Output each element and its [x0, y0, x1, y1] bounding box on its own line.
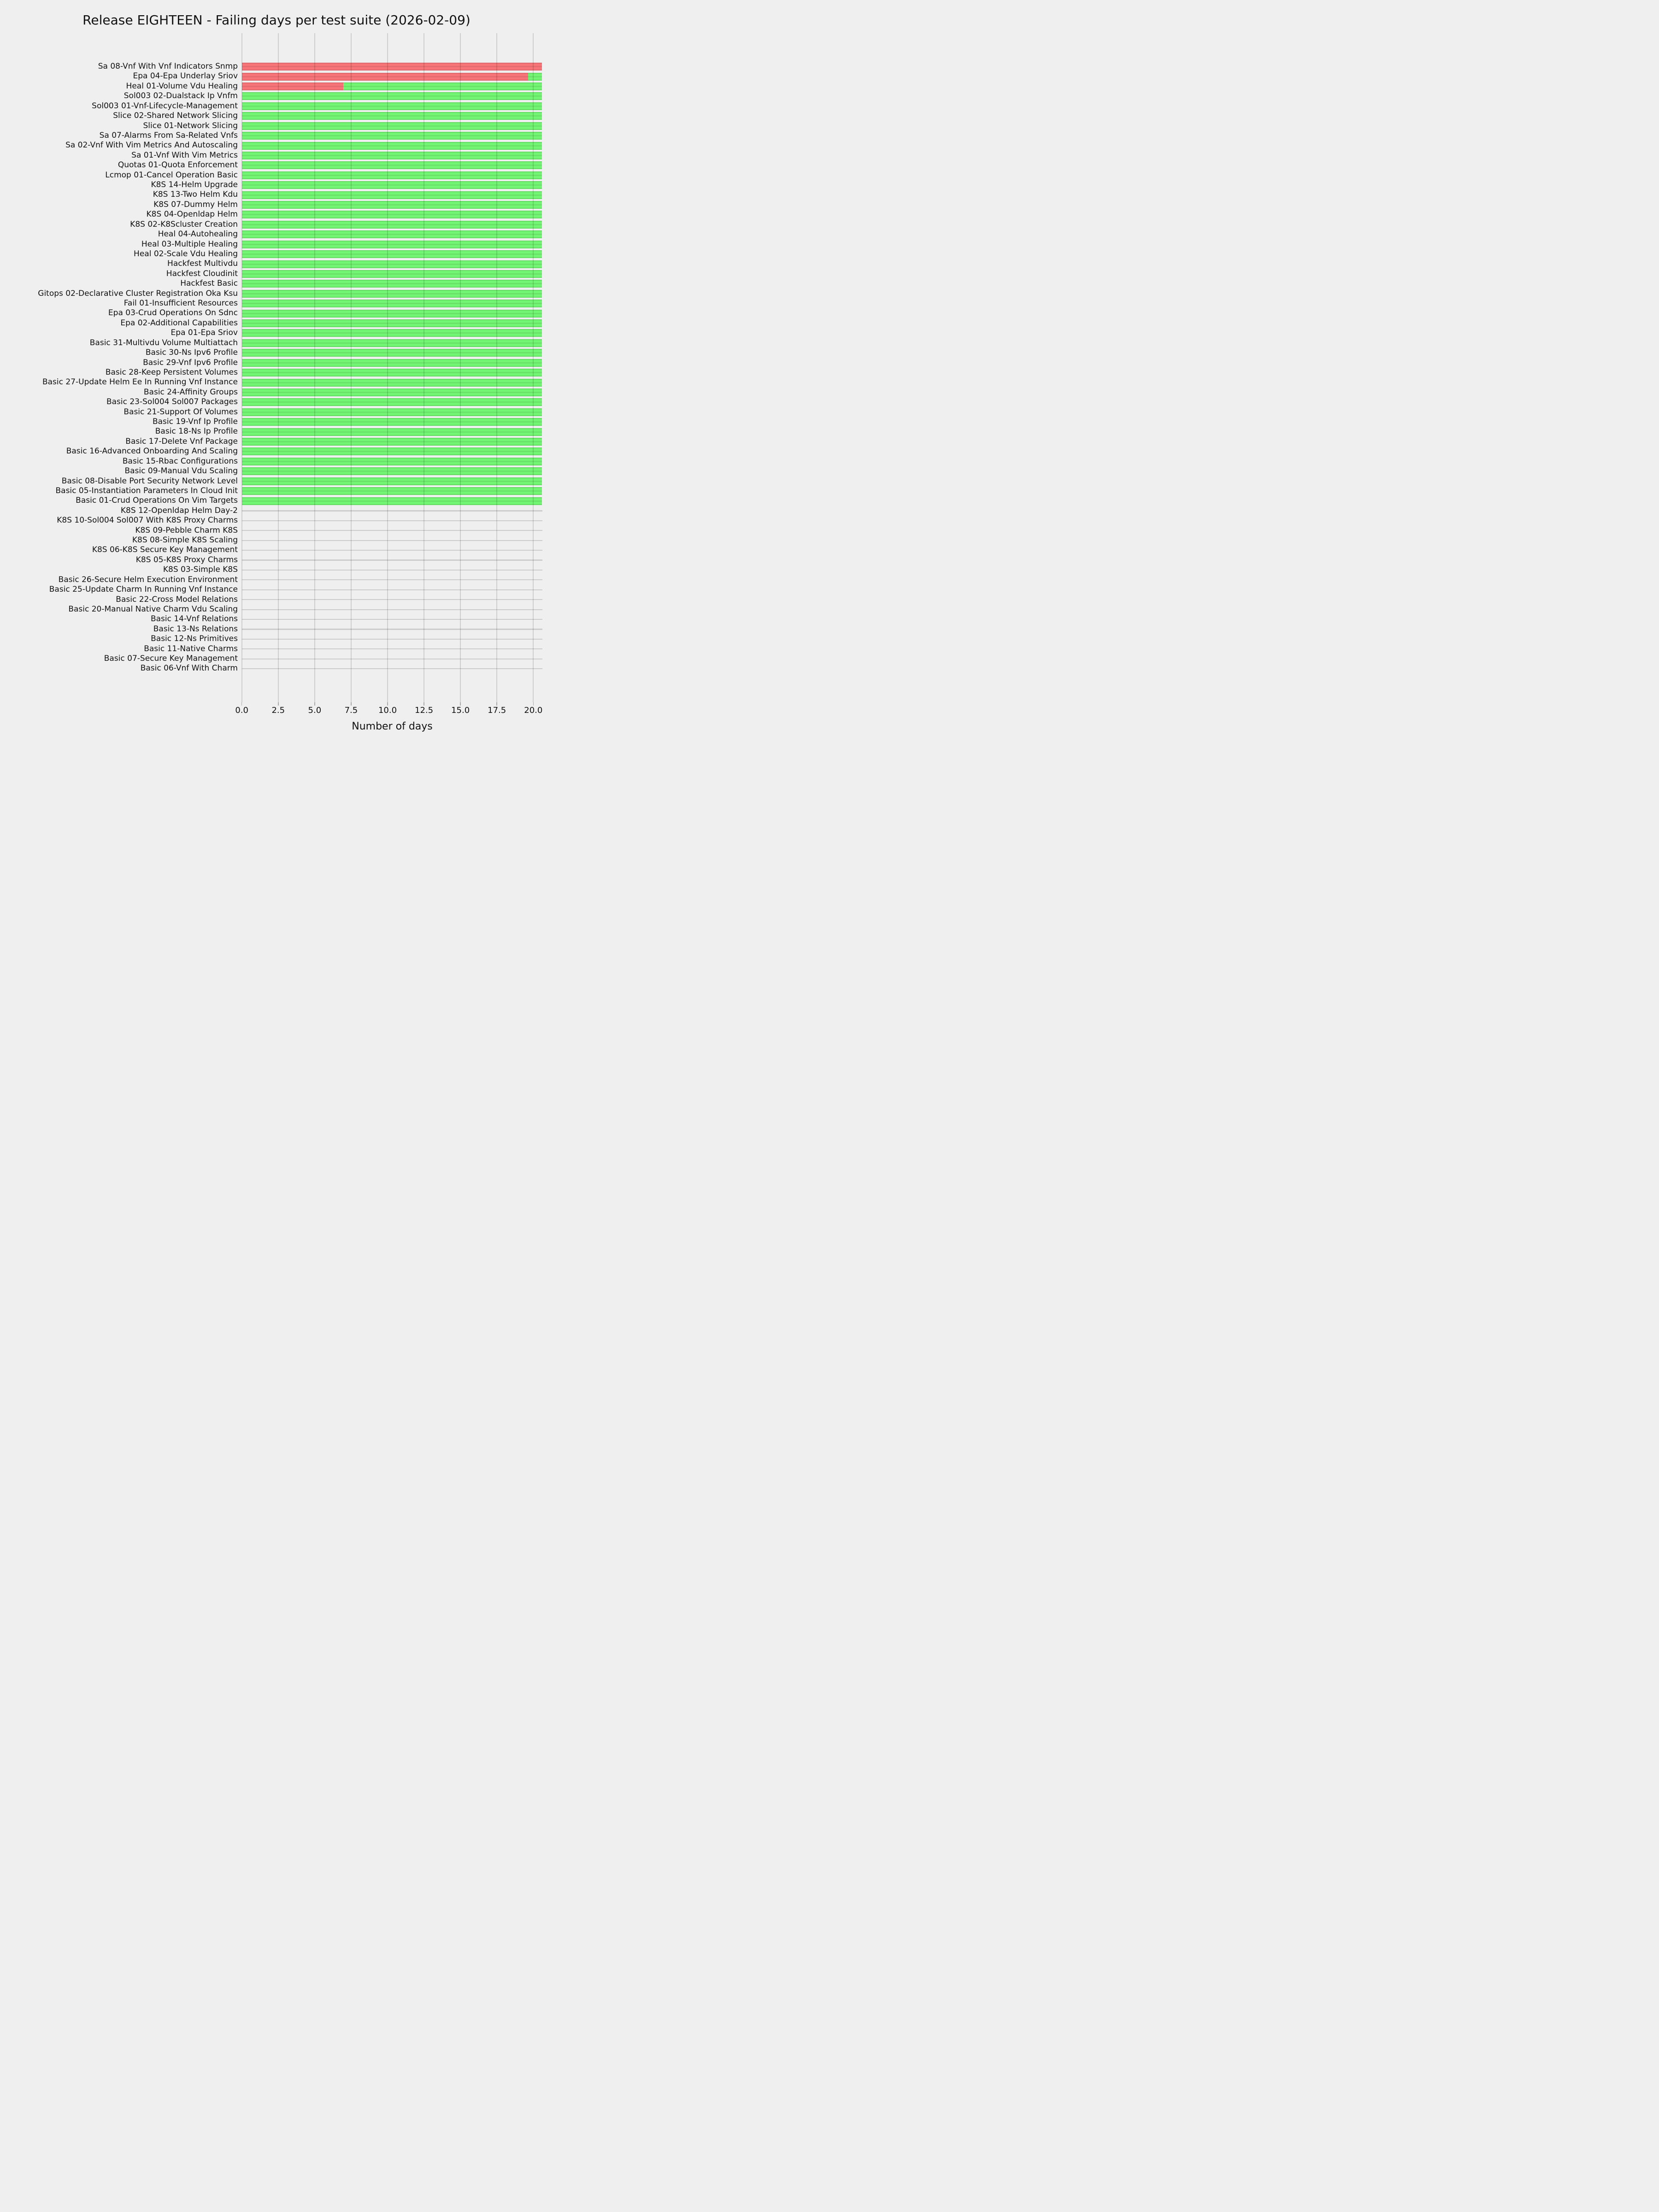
y-axis-category-label: Epa 01-Epa Sriov: [171, 328, 238, 338]
x-gridline: [241, 33, 242, 702]
y-axis-category-label: Epa 04-Epa Underlay Sriov: [133, 71, 238, 81]
y-axis-category-label: Lcmop 01-Cancel Operation Basic: [105, 170, 238, 180]
x-tick-label: 2.5: [271, 706, 285, 715]
y-axis-category-label: Basic 06-Vnf With Charm: [140, 664, 238, 673]
y-axis-category-label: Basic 01-Crud Operations On Vim Targets: [76, 496, 238, 506]
zero-value-track-line: [242, 540, 543, 541]
zero-value-track-line: [242, 550, 543, 551]
chart-title: Release EIGHTEEN - Failing days per test suite (2026-02-09): [82, 12, 471, 28]
y-axis-category-label: Sa 02-Vnf With Vim Metrics And Autoscaling: [65, 141, 238, 150]
y-axis-category-label: Basic 30-Ns Ipv6 Profile: [145, 348, 238, 358]
y-axis-category-label: Epa 02-Additional Capabilities: [120, 318, 238, 328]
x-tick-label: 0.0: [235, 706, 248, 715]
bar-segment-failing: [242, 82, 343, 90]
x-tick-label: 17.5: [488, 706, 506, 715]
y-axis-category-label: K8S 04-Openldap Helm: [146, 210, 238, 219]
y-axis-category-label: Basic 05-Instantiation Parameters In Cloud Init: [55, 486, 238, 495]
x-tick-label: 10.0: [378, 706, 397, 715]
y-axis-category-label: Sa 01-Vnf With Vim Metrics: [131, 150, 238, 160]
y-axis-category-label: Heal 02-Scale Vdu Healing: [134, 249, 238, 259]
zero-value-track-line: [242, 609, 543, 610]
y-axis-category-label: Basic 27-Update Helm Ee In Running Vnf Instance: [42, 377, 238, 387]
zero-value-track-line: [242, 648, 543, 649]
y-axis-category-label: Quotas 01-Quota Enforcement: [118, 160, 238, 170]
y-axis-category-label: Basic 18-Ns Ip Profile: [155, 427, 238, 436]
y-axis-category-label: K8S 08-Simple K8S Scaling: [132, 535, 238, 545]
zero-value-track-line: [242, 639, 543, 640]
x-tick-label: 7.5: [344, 706, 358, 715]
bar-segment-passing: [528, 73, 542, 81]
y-axis-category-label: Basic 14-Vnf Relations: [150, 614, 238, 624]
y-axis-category-label: Basic 09-Manual Vdu Scaling: [124, 466, 238, 476]
x-axis-title: Number of days: [352, 721, 433, 732]
y-axis-category-label: Basic 25-Update Charm In Running Vnf Instance: [49, 585, 238, 594]
y-axis-category-label: K8S 03-Simple K8S: [163, 565, 238, 575]
x-tick-label: 5.0: [308, 706, 322, 715]
y-axis-category-label: Fail 01-Insufficient Resources: [124, 299, 238, 308]
y-axis-category-label: K8S 10-Sol004 Sol007 With K8S Proxy Charms: [57, 516, 238, 525]
zero-value-track-line: [242, 619, 543, 620]
zero-value-track-line: [242, 570, 543, 571]
y-axis-category-label: Basic 08-Disable Port Security Network Level: [61, 476, 238, 486]
y-axis-category-label: Heal 03-Multiple Healing: [141, 239, 238, 249]
y-axis-category-label: Basic 31-Multivdu Volume Multiattach: [89, 338, 238, 347]
y-axis-category-label: K8S 07-Dummy Helm: [153, 200, 238, 209]
y-axis-category-label: Basic 20-Manual Native Charm Vdu Scaling: [68, 604, 238, 614]
y-axis-category-label: Basic 11-Native Charms: [144, 644, 238, 653]
x-gridline: [351, 33, 352, 702]
x-gridline: [278, 33, 279, 702]
y-axis-category-label: Heal 01-Volume Vdu Healing: [126, 81, 238, 91]
y-axis-category-label: K8S 02-K8Scluster Creation: [130, 219, 238, 229]
bar-segment-failing: [242, 73, 529, 81]
y-axis-category-label: Sa 08-Vnf With Vnf Indicators Snmp: [98, 62, 238, 71]
x-tick-label: 20.0: [524, 706, 543, 715]
y-axis-category-label: K8S 13-Two Helm Kdu: [153, 190, 238, 200]
x-gridline: [533, 33, 534, 702]
bar-chart-figure: [0, 0, 553, 737]
x-tick-label: 15.0: [451, 706, 470, 715]
zero-value-track-line: [242, 668, 543, 669]
zero-value-track-line: [242, 559, 543, 560]
y-axis-category-label: Basic 07-Secure Key Management: [104, 654, 238, 664]
y-axis-category-label: Gitops 02-Declarative Cluster Registration Oka Ksu: [38, 288, 238, 298]
y-axis-category-label: K8S 06-K8S Secure Key Management: [92, 545, 238, 555]
y-axis-category-label: Basic 22-Cross Model Relations: [116, 594, 238, 604]
y-axis-category-label: Basic 21-Support Of Volumes: [124, 407, 238, 417]
bar-segment-passing: [343, 82, 542, 90]
y-axis-category-label: Hackfest Basic: [180, 279, 238, 288]
y-axis-category-label: Slice 01-Network Slicing: [143, 121, 238, 130]
zero-value-track-line: [242, 599, 543, 600]
y-axis-category-label: Basic 28-Keep Persistent Volumes: [105, 367, 238, 377]
y-axis-category-label: Hackfest Cloudinit: [166, 269, 238, 278]
y-axis-category-label: Basic 24-Affinity Groups: [143, 387, 238, 397]
y-axis-category-label: Basic 16-Advanced Onboarding And Scaling: [66, 447, 238, 456]
y-axis-category-label: Epa 03-Crud Operations On Sdnc: [108, 308, 238, 318]
y-axis-category-label: Hackfest Multivdu: [167, 259, 238, 269]
x-gridline: [314, 33, 315, 702]
y-axis-category-label: Basic 23-Sol004 Sol007 Packages: [106, 397, 238, 407]
y-axis-category-label: Sol003 01-Vnf-Lifecycle-Management: [92, 101, 238, 111]
x-gridline: [460, 33, 461, 702]
zero-value-track-line: [242, 510, 543, 511]
x-tick-label: 12.5: [415, 706, 434, 715]
y-axis-category-label: Basic 29-Vnf Ipv6 Profile: [143, 358, 238, 367]
y-axis-category-label: Basic 26-Secure Helm Execution Environment: [58, 575, 238, 584]
y-axis-category-label: K8S 09-Pebble Charm K8S: [135, 525, 238, 535]
y-axis-category-label: Basic 15-Rbac Configurations: [122, 456, 238, 466]
y-axis-category-label: Sa 07-Alarms From Sa-Related Vnfs: [99, 130, 238, 140]
y-axis-category-label: K8S 05-K8S Proxy Charms: [135, 555, 238, 565]
y-axis-category-label: Basic 12-Ns Primitives: [151, 634, 238, 644]
y-axis-category-label: K8S 12-Openldap Helm Day-2: [120, 506, 238, 515]
y-axis-category-label: Heal 04-Autohealing: [158, 229, 238, 239]
x-gridline: [387, 33, 388, 702]
y-axis-category-label: Basic 19-Vnf Ip Profile: [152, 417, 238, 426]
y-axis-category-label: Slice 02-Shared Network Slicing: [113, 111, 238, 121]
zero-value-track-line: [242, 579, 543, 580]
x-gridline: [496, 33, 497, 702]
zero-value-track-line: [242, 530, 543, 531]
y-axis-category-label: K8S 14-Helm Upgrade: [151, 180, 238, 189]
zero-value-track-line: [242, 589, 543, 590]
y-axis-category-label: Sol003 02-Dualstack Ip Vnfm: [124, 91, 238, 101]
zero-value-track-line: [242, 520, 543, 521]
y-axis-category-label: Basic 13-Ns Relations: [153, 624, 238, 634]
y-axis-category-label: Basic 17-Delete Vnf Package: [125, 436, 238, 446]
